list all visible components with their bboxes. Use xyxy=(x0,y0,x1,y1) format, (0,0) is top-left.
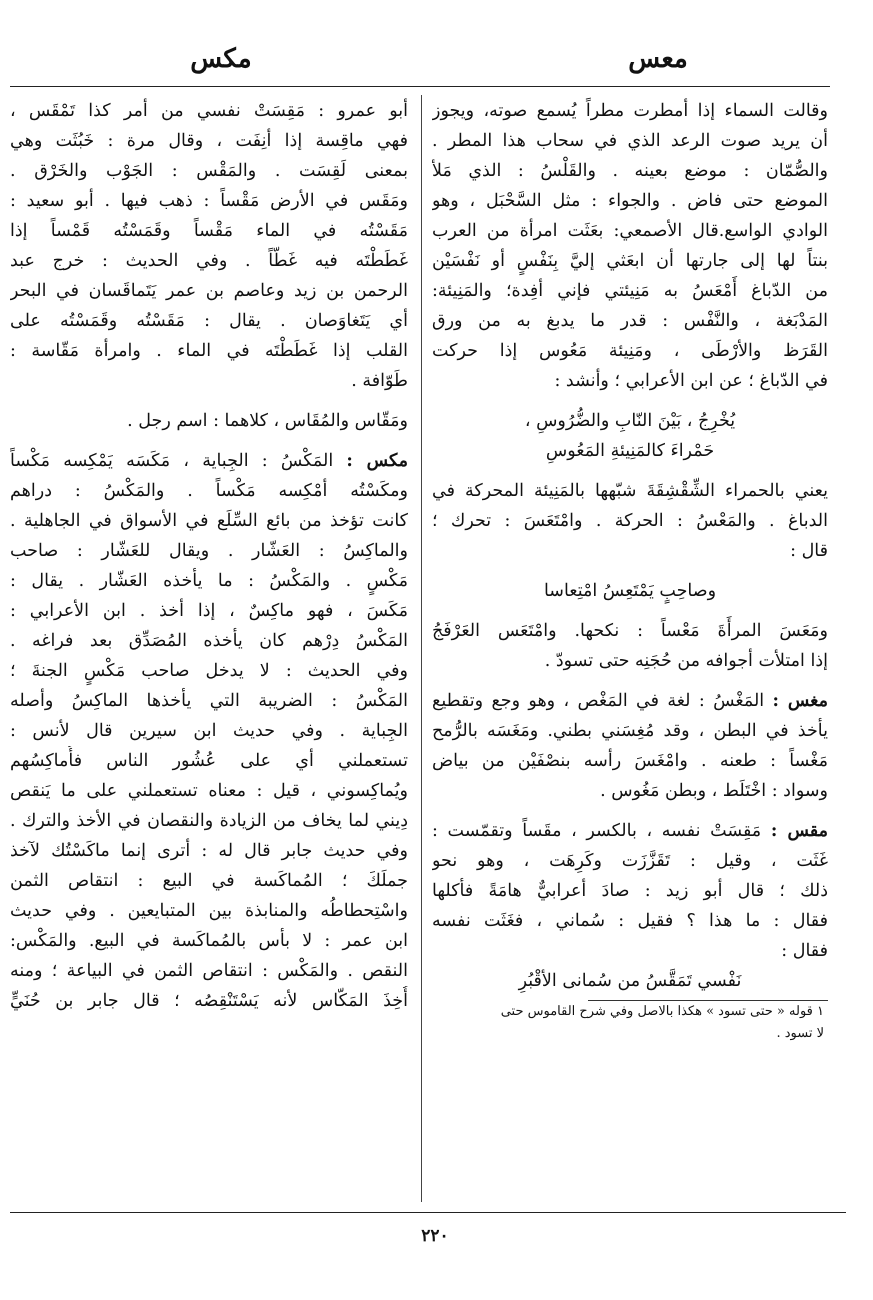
text-line: الوادي الواسع.قال الأصمعي: بعَثَت امرأة من العرب xyxy=(432,221,828,241)
text-line: المَكْسُ : الضريبة التي يأخذها الماكِسُ وأصله xyxy=(10,691,408,711)
left-column xyxy=(10,96,408,1016)
verse-line: يُخْرِجُ ، بَيْنَ النّابِ والضُّرُوسِ ، xyxy=(524,411,736,431)
text-line: مَقَسْتُه في الماء مَقْساً وقَمَسْتُه قَمْساً إذا xyxy=(10,221,408,241)
text-line: الرحمن بن زيد وعاصم بن عمر يَتَماقَسان في البحر xyxy=(10,281,408,301)
text-line: غَثَت ، وقيل : تَقَزَّزَت وكَرِهَت ، وهو نحو xyxy=(432,851,828,871)
text-line: بمعنى لَقِسَت . والمَقْس : الجَوْب والخَرْق . xyxy=(10,161,408,181)
text-line: مَكْسٍ . والمَكْسُ : ما يأخذه العَشّار . يقال : xyxy=(10,571,408,591)
text-line: وسواد : اخْتَلَط ، وبطن مَغُوس . xyxy=(600,781,828,801)
text-line: الجِباية . وفي حديث ابن سيرين قال لأنس : xyxy=(10,721,408,741)
text-line: الموضع حتى فاض . والجواء : مثل السَّحْبَل ، وهو xyxy=(432,191,828,211)
text-line: إذا امتلأت أجوافه من حُجَنِه حتى تسودّ . xyxy=(544,651,828,671)
text-line: ومَعَسَ المرأَةَ مَعْساً : نكحها. وامْتَعَس العَرْفَجُ xyxy=(432,621,828,641)
text-line: فهي ماقِسة إذا أنِفَت ، وقال مرة : خَبُثَت وهي xyxy=(10,131,408,151)
text-line: القَرَظ والأرْطَى ، ومَنِيئة مَعُوس إذا حركت xyxy=(432,341,828,361)
text-line: المَكْسُ دِرْهم كان يأخذه المُصَدِّق بعد فراغه . xyxy=(10,631,408,651)
page-number: ٢٢٠ xyxy=(421,1226,449,1246)
text-line: الدباغ . والمَعْسُ : الحركة . وامْتَعَسَ : تحرك ؛ xyxy=(432,511,828,531)
text-line: كانت تؤخذ من بائع السِّلَع في الأسواق في الجاهلية . xyxy=(10,511,408,531)
text-line: النقص . والمَكْس : انتقاص الثمن في البياعة ؛ ومنه xyxy=(10,961,408,981)
footer-rule xyxy=(10,1212,846,1213)
header-rule xyxy=(10,86,830,87)
entry-mqs: مقس : مَقِسَتْ نفسه ، بالكسر ، مقَساً وتقمّست : xyxy=(432,821,828,841)
text-line: ومَقَس في الأرض مَقْساً : ذهب فيها . أبو سعيد : xyxy=(10,191,408,211)
text-line: القلب إذا غَطَطْتَه في الماء . وامرأة مَقّاسة : xyxy=(10,341,408,361)
text-line: في الدّباغ ؛ عن ابن الأعرابي ؛ وأنشد : xyxy=(554,371,828,391)
text-line: بنتاً لها إلى جارتها أن ابعَثي إليَّ بِنَفْسٍ أو نَفْسَيْن xyxy=(432,251,828,271)
text-line: طَوّافة . xyxy=(351,371,408,391)
footnote-line: ١ قوله « حتى تسود » هكذا بالاصل وفي شرح القاموس حتى xyxy=(500,1004,824,1019)
text-line: دِيني لما يخاف من الزيادة والنقصان في الأخذ والترك . xyxy=(10,811,408,831)
text-line: أن يريد صوت الرعد الذي في سحاب هذا المطر . xyxy=(432,131,828,151)
entry-headword: مكس : xyxy=(346,451,408,471)
text-line: ويُماكِسوني ، قيل : معناه تستعملني على ما يَنقص xyxy=(10,781,408,801)
text-line: أبو عمرو : مَقِسَتْ نفسي من أمر كذا تَمْقَس ، xyxy=(10,101,408,121)
verse-line: وصاحِبٍ يَمْتَعِسُ امْتِعاسا xyxy=(543,581,717,601)
right-block-1 xyxy=(432,96,828,396)
entry-headword: مغس : xyxy=(772,691,828,711)
entry-mghs: مغس : المَغْسُ : لغة في المَغْص ، وهو وجع وتقطيع xyxy=(432,691,828,711)
text-line: تستعملني أي على عُشُور الناس فأُماكِسُهم xyxy=(10,751,408,771)
footnote-line: لا تسود . xyxy=(776,1026,824,1041)
text-line: والماكِسُ : العَشّار . ويقال للعَشّار : صاحب xyxy=(10,541,408,561)
text-line: وفي الحديث : لا يدخل صاحب مَكْسٍ الجنةَ ؛ xyxy=(10,661,408,681)
text-line: ومَقّاس والمُقَاس ، كلاهما : اسم رجل . xyxy=(127,411,408,431)
text-line: أي يَتَغاوَصان . يقال : مَقَسْتُه وقَمَسْتُه على xyxy=(10,311,408,331)
text-line: وفي حديث جابر قال له : أترى إنما ماكَسْتُك لآخذ xyxy=(10,841,408,861)
entry-mks: مكس : المَكْسُ : الجِباية ، مَكَسَه يَمْكِسه مَكْساً xyxy=(10,451,408,471)
column-divider xyxy=(421,95,422,1202)
text-line: ذلك ؛ قال أبو زيد : صادَ أعرابيٌّ هامَةً فأكلها xyxy=(432,881,828,901)
text-line: ابن عمر : لا بأس بالمُماكَسة في البيع. والمَكْس: xyxy=(10,931,408,951)
text-line: وقالت السماء إذا أمطرت مطراً يُسمع صوته، ويجوز xyxy=(432,101,828,121)
text-line: مَغْساً : طعنه . وامْغَسَ رأسه بنصْفَيْن من بياض xyxy=(432,751,828,771)
text-line: غَطَطْتَه فيه غَطّاً . وفي الحديث : خرج عبد xyxy=(10,251,408,271)
text-line: أُخِذَ المَكّاس لأنه يَسْتَنْقِصُه ؛ قال جابر بن حُنَيٍّ xyxy=(10,991,408,1011)
text-line: مَكَسَ ، فهو ماكِسٌ ، إذا أخذ . ابن الأعرابي : xyxy=(10,601,408,621)
text-line: فقال : xyxy=(781,941,828,961)
text-line: جملَكَ ؛ المُماكَسة في البيع : انتقاص الثمن xyxy=(10,871,408,891)
text-line: المَدْبَغة ، والنَّفْس : قدر ما يدبغ به من ورق xyxy=(432,311,828,331)
text-line: قال : xyxy=(790,541,828,561)
verse-line: حَمْراءَ كالمَنِيئةِ المَعُوسِ xyxy=(545,441,715,461)
verse-line: نَفْسي تَمَقَّسُ من سُمانى الأقْبُرِ xyxy=(518,971,742,991)
right-column xyxy=(432,96,828,1045)
entry-headword: مقس : xyxy=(770,821,828,841)
text-line: فقال : ما هذا ؟ فقيل : سُماني ، فغَثَت نفسه xyxy=(432,911,828,931)
text-line: يعني بالحمراء الشِّقْشِقَةَ شبّهها بالمَنِيئة المحركة في xyxy=(432,481,828,501)
text-line: ومكَسْتُه أمْكِسه مَكْساً . والمَكْسُ : دراهم xyxy=(10,481,408,501)
text-line: من الدّباغ أَمْعَسُ به مَنِيئتي فإني أفِدة؛ والمَنِيئة: xyxy=(432,281,828,301)
text-line: والصُّمّان : موضع بعينه . والقَلْسُ : الذي مَلأ xyxy=(432,161,828,181)
text-line: واسْتِحطاطُه والمنابذة بين المتبايعين . وفي حديث xyxy=(10,901,408,921)
text-line: يأخذ في البطن ، وقد مُغِسَني بطني. ومَغَسَه بالرُّمح xyxy=(432,721,828,741)
running-header-left: مكس xyxy=(190,44,252,74)
running-header-right: معس xyxy=(628,44,688,74)
